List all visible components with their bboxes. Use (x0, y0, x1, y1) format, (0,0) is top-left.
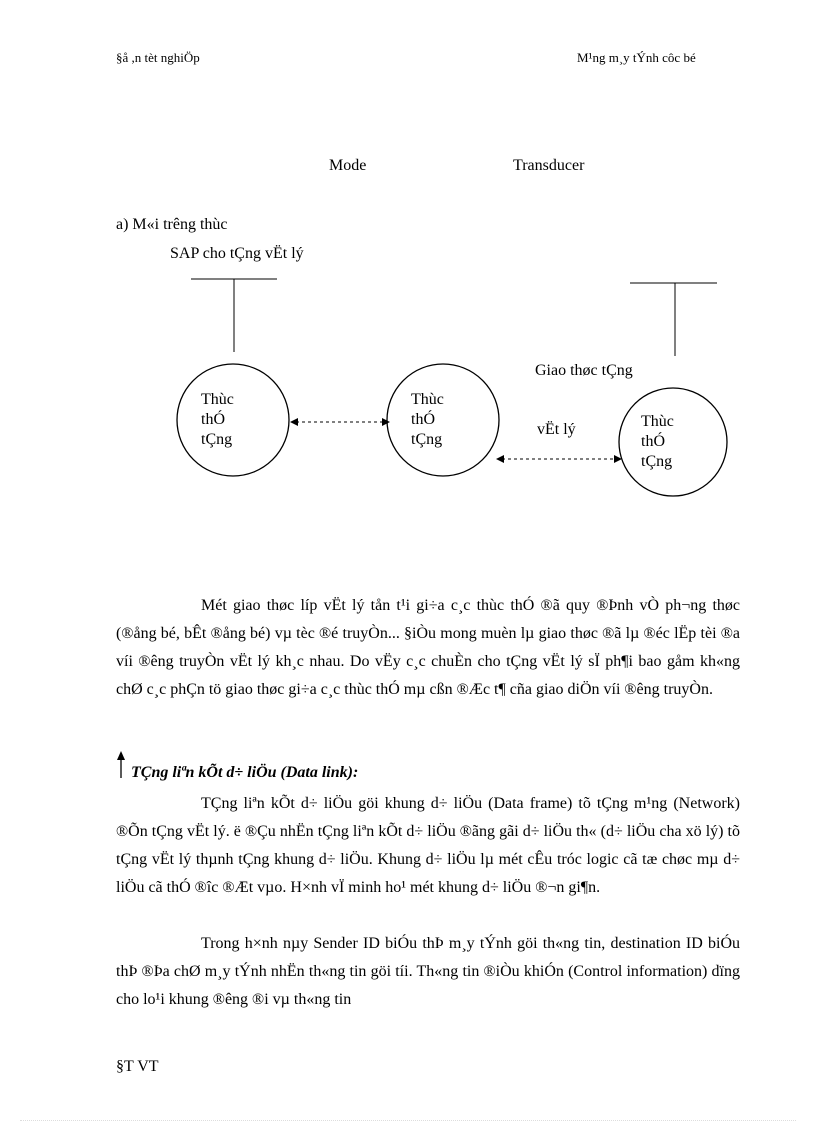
transducer-label: Transducer (513, 157, 585, 174)
sap-label: SAP cho tÇng vËt lý (170, 245, 304, 262)
paragraph-3 (116, 930, 740, 1014)
footer-left: §T VT (116, 1058, 159, 1075)
up-arrow-icon (117, 751, 125, 778)
paragraph-3-text: Trong h×nh nµy Sender ID biÓu thÞ m¸y tÝnh göi th«ng tin, destination ID biÓu thÞ ®Þa chØ m¸y tÝnh nhËn th«ng tin göi tíi. Th«ng tin ®iÒu khiÓn (Control information) dïng cho lo¹i khung ®êng ®i vµ th«ng tin (116, 935, 740, 1008)
paragraph-1-text: Mét giao thøc líp vËt lý tån t¹i gi÷a c¸c thùc thÓ ®ã quy ®Þnh vÒ ph¬ng thøc (®ång bé, bÊt ®ång bé) vµ tèc ®é truyÒn... §iÒu mong muèn lµ giao thøc ®ã lµ ®éc lËp tèi ®a víi ®êng truyÒn vËt lý kh¸c nhau. Do vËy c¸c chuÈn cho tÇng vËt lý sÏ ph¶i bao gåm kh«ng chØ c¸c phÇn tö giao thøc gi÷a c¸c thùc thÓ mµ cßn ®Æc t¶ cña giao diÖn víi ®êng truyÒn. (116, 597, 740, 698)
protocol-label-line2: vËt lý (537, 421, 576, 438)
entity-3-text: Thùc thÓ tÇng (641, 413, 674, 470)
mode-label: Mode (329, 157, 367, 174)
paragraph-2 (116, 790, 740, 902)
section-a-title: a) M«i trêng thùc (116, 216, 228, 233)
protocol-label-line1: Giao thøc tÇng (535, 362, 633, 379)
header-right: M¹ng m¸y tÝnh côc bé (577, 50, 696, 65)
section-heading: TÇng liªn kÕt d÷ liÖu (Data link): (131, 764, 359, 781)
entity-1-text: Thùc thÓ tÇng (201, 391, 234, 448)
double-arrow-1 (290, 418, 390, 426)
paragraph-2-text: TÇng liªn kÕt d÷ liÖu göi khung d÷ liÖu (Data frame) tõ tÇng m¹ng (Network) ®Õn tÇng vËt lý. ë ®Çu nhËn tÇng liªn kÕt d÷ liÖu ®ãng gãi d÷ liÖu th« (d÷ liÖu cha xö lý) tõ tÇng vËt lý thµnh tÇng khung d÷ liÖu. Khung d÷ liÖu lµ mét cÊu tróc logic cã tæ chøc mµ d÷ liÖu cã thÓ ®îc ®Æt vµo. H×nh vÏ minh ho¹ mét khung d÷ liÖu ®¬n gi¶n. (116, 795, 740, 896)
paragraph-1 (116, 592, 740, 704)
entity-2-text: Thùc thÓ tÇng (411, 391, 444, 448)
page-bottom-divider (20, 1120, 796, 1121)
double-arrow-2 (496, 455, 622, 463)
header-left: §å ,n tèt nghiÖp (116, 50, 200, 65)
